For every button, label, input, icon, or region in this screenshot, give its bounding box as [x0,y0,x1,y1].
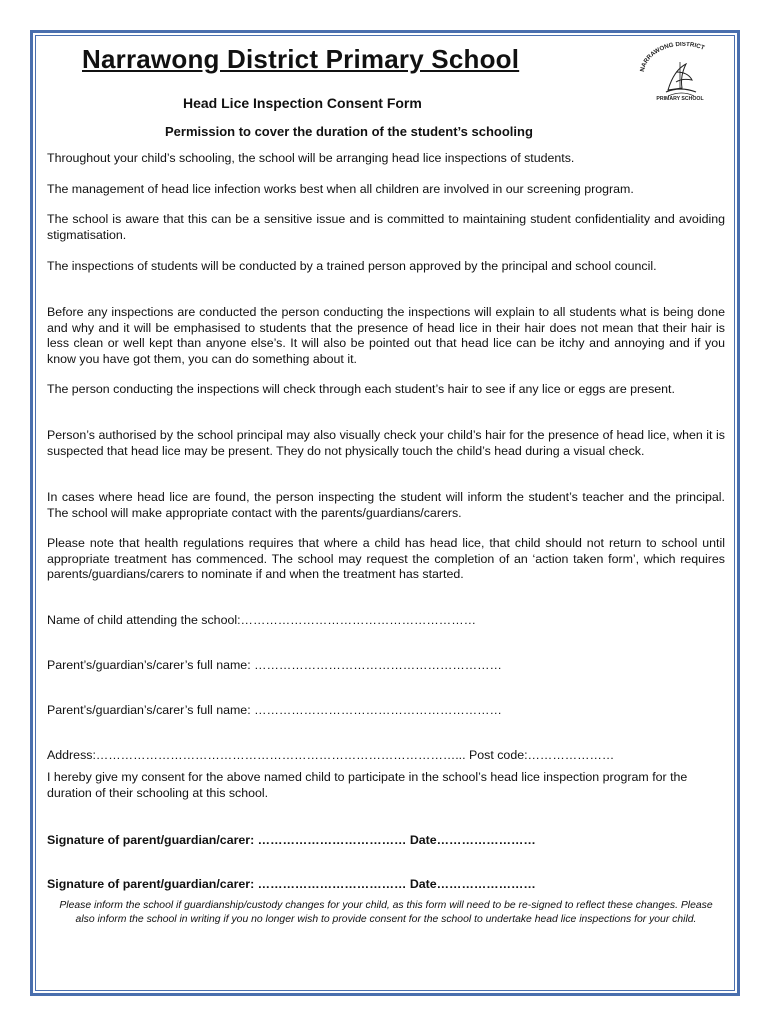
paragraph-intro: Throughout your child’s schooling, the school will be arranging head lice inspections of students. [47,151,575,165]
paragraph-confidentiality: The school is aware that this can be a sensitive issue and is committed to maintaining student confidentiality and avoiding stigmatisation. [47,212,725,242]
logo-bottom-text: PRIMARY SCHOOL [656,96,704,102]
svg-text:NARRAWONG DISTRICT [639,42,706,72]
paragraph-explanation: Before any inspections are conducted the person conducting the inspections will explain to all students what is being done and why and it will be emphasised to students that the presence of head lice in their hair does not mean that their hair is less clean or well kept than anyone else’s. It will also be pointed out that head lice can be itchy and annoying and if you know you have got them, you can do something about it. [47,305,725,367]
ship-emblem-icon [630,42,730,104]
parent-name-field-1[interactable]: Parent’s/guardian’s/carer’s full name: …………………………………………………… [47,658,502,672]
paragraph-visual-check: Person’s authorised by the school principal may also visually check your child’s hair for the presence of head lice, when it is suspected that head lice may be present. They do not physically touch the child’s head during a visual check. [47,428,725,458]
form-title: Head Lice Inspection Consent Form [183,95,422,111]
signature-line-2[interactable]: Signature of parent/guardian/carer: ……………………………… Date…………………… [47,877,536,891]
logo-arc-text: NARRAWONG DISTRICT [638,42,706,73]
form-subtitle: Permission to cover the duration of the student’s schooling [165,124,533,139]
paragraph-health-regulations: Please note that health regulations requires that where a child has head lice, that child should not return to school until appropriate treatment has commenced. The school may request the completion of an ‘action taken form’, which requires parents/guardians/carers to nominate if and when the treatment has started. [47,536,725,582]
footer-note: Please inform the school if guardianship/custody changes for your child, as this form will need to be re-signed to reflect these changes. Please also inform the school in writing if you no longer wish to provide consent for the school to undertake head lice inspections for your child. [59,900,713,925]
paragraph-trained-person: The inspections of students will be conducted by a trained person approved by the principal and school council. [47,259,657,273]
child-name-field[interactable]: Name of child attending the school:………………………………………………… [47,613,476,627]
consent-statement: I hereby give my consent for the above named child to participate in the school’s head lice inspection program for the duration of their schooling at this school. [47,770,688,800]
school-logo [630,42,730,104]
paragraph-management: The management of head lice infection works best when all children are involved in our screening program. [47,182,634,196]
school-name-heading: Narrawong District Primary School [82,44,520,74]
address-field[interactable]: Address:……………………………………………………………………………... Post code:………………… [47,748,615,762]
paragraph-lice-found: In cases where head lice are found, the person inspecting the student will inform the student’s teacher and the principal. The school will make appropriate contact with the parents/guardians/carers. [47,490,725,520]
parent-name-field-2[interactable]: Parent’s/guardian’s/carer’s full name: …………………………………………………… [47,703,502,717]
signature-line-1[interactable]: Signature of parent/guardian/carer: ……………………………… Date…………………… [47,833,536,847]
paragraph-check-hair: The person conducting the inspections will check through each student’s hair to see if any lice or eggs are present. [47,382,675,396]
